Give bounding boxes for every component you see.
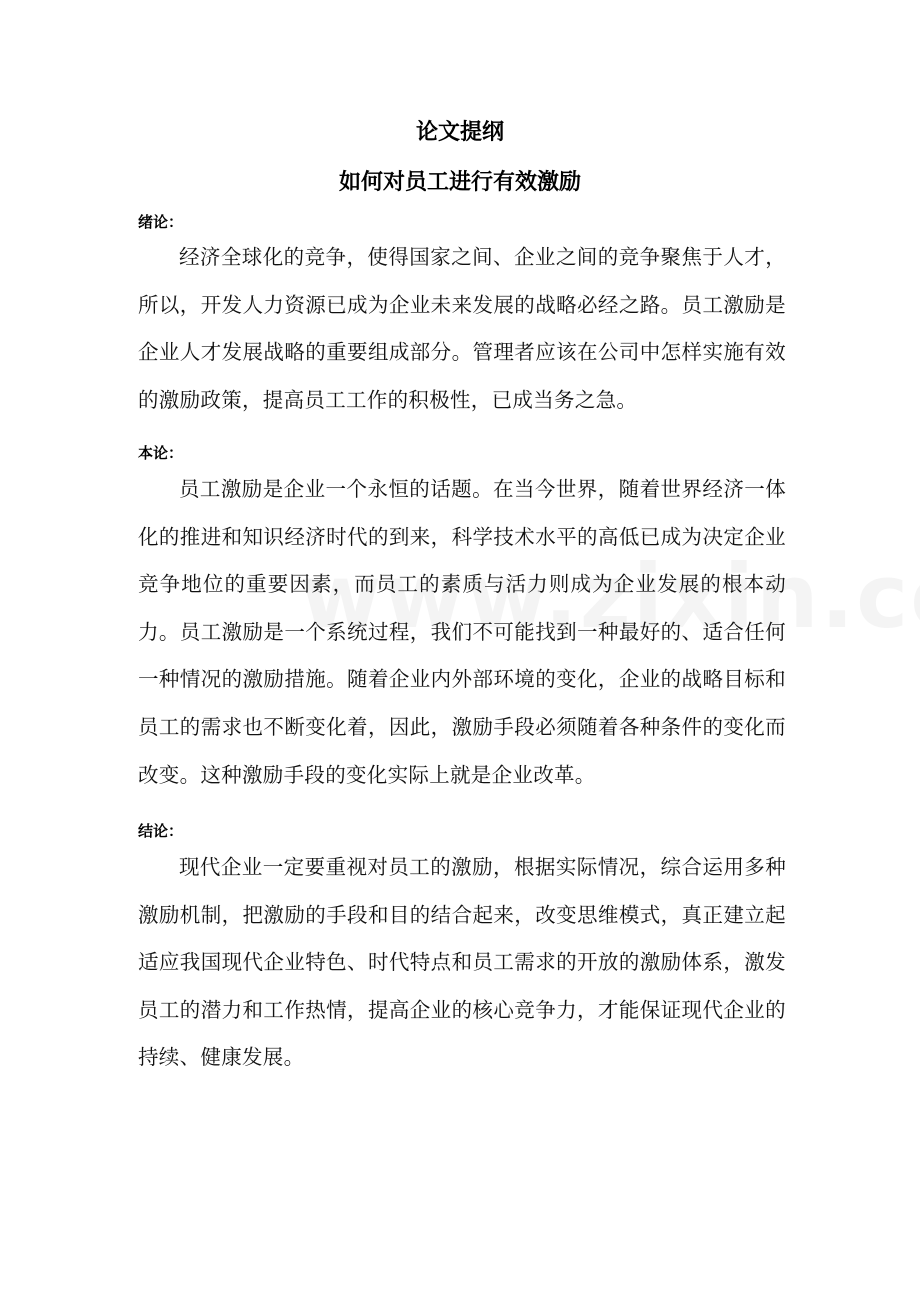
section-paragraph-body: 员工激励是企业一个永恒的话题。在当今世界，随着世界经济一体化的推进和知识经济时代的到来，科学技术水平的高低已成为决定企业竞争地位的重要因素，而员工的素质与活力则成为企业发展的根本动力。员工激励是一个系统过程，我们不可能找到一种最好的、适合任何一种情况的激励措施。随着企业内外部环境的变化，企业的战略目标和员工的需求也不断变化着，因此，激励手段必须随着各种条件的变化而改变。这种激励手段的变化实际上就是企业改革。 [138,477,786,787]
section-heading-conclusion: 结论： [138,822,184,840]
section-paragraph-conclusion: 现代企业一定要重视对员工的激励，根据实际情况，综合运用多种激励机制，把激励的手段和目的结合起来，改变思维模式，真正建立起适应我国现代企业特色、时代特点和员工需求的开放的激励体系，激发员工的潜力和工作热情，提高企业的核心竞争力，才能保证现代企业的持续、健康发展。 [138,855,786,1070]
section-heading-body: 本论： [138,444,184,462]
section-heading-introduction: 绪论： [138,213,184,231]
document-subtitle: 如何对员工进行有效激励 [338,170,581,195]
section-paragraph-introduction: 经济全球化的竞争，使得国家之间、企业之间的竞争聚焦于人才，所以，开发人力资源已成为企业未来发展的战略必经之路。员工激励是企业人才发展战略的重要组成部分。管理者应该在公司中怎样实施有效的激励政策，提高员工工作的积极性，已成当务之急。 [138,245,786,412]
document-title: 论文提纲 [415,120,504,145]
